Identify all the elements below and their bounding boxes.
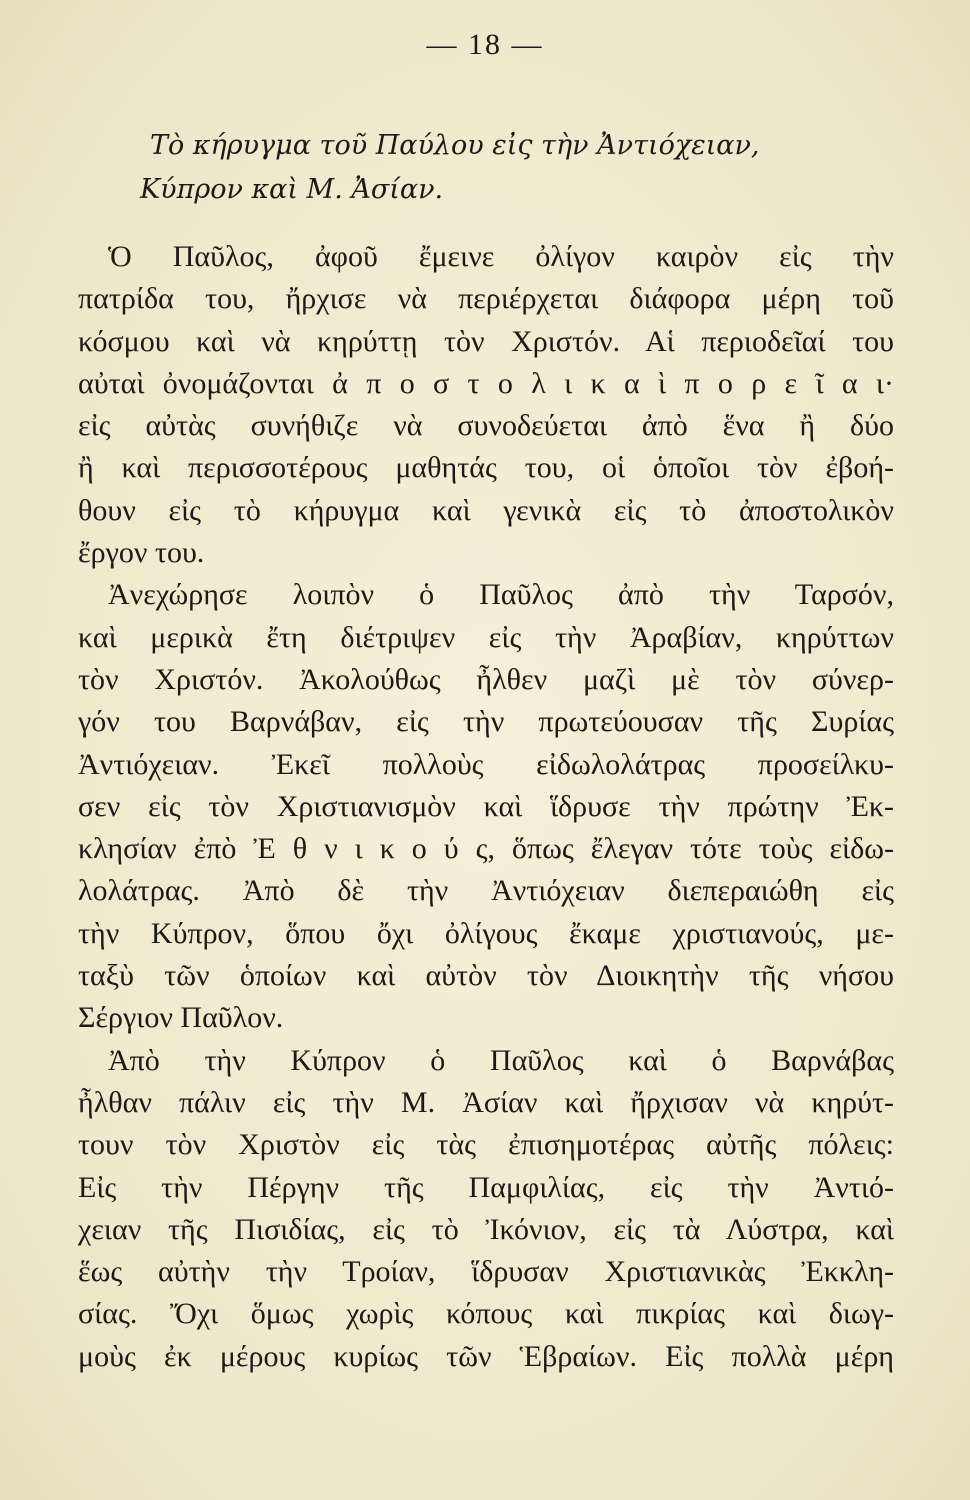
text-line: τὴν Κύπρον, ὅπου ὄχι ὀλίγους ἔκαμε χριστιανούς, με-	[78, 916, 894, 950]
text-line: γόν του Βαρνάβαν, εἰς τὴν πρωτεύουσαν τῆς Συρίας	[78, 705, 894, 739]
text-line: ταξὺ τῶν ὁποίων καὶ αὐτὸν τὸν Διοικητὴν τῆς νήσου	[78, 959, 894, 993]
text-line: θουν εἰς τὸ κήρυγμα καὶ γενικὰ εἰς τὸ ἀποστολικὸν	[78, 493, 894, 527]
text-line: κόσμου καὶ νὰ κηρύττῃ τὸν Χριστόν. Αἱ περιοδεῖαί του	[78, 324, 894, 358]
heading-line-2: Κύπρον καὶ Μ. Ἀσίαν.	[140, 174, 444, 205]
heading-line-1: Τὸ κήρυγμα τοῦ Παύλου εἰς τὴν Ἀντιόχειαν,	[150, 130, 760, 161]
page-number: — 18 —	[426, 28, 544, 61]
text-line: ἕως αὐτὴν τὴν Τροίαν, ἵδρυσαν Χριστιανικὰς Ἐκκλη-	[78, 1255, 894, 1289]
text-line: Ὁ Παῦλος, ἀφοῦ ἔμεινε ὀλίγον καιρὸν εἰς τὴν	[108, 240, 894, 273]
text-line: χειαν τῆς Πισιδίας, εἰς τὸ Ἰκόνιον, εἰς τὰ Λύστρα, καὶ	[78, 1212, 894, 1246]
text-line: λολάτρας. Ἀπὸ δὲ τὴν Ἀντιόχειαν διεπεραιώθη εἰς	[78, 874, 894, 908]
text-line: καὶ μερικὰ ἔτη διέτριψεν εἰς τὴν Ἀραβίαν, κηρύττων	[78, 620, 894, 654]
text-line: Ἀντιόχειαν. Ἐκεῖ πολλοὺς εἰδωλολάτρας προσείλκυ-	[78, 747, 894, 781]
text-line: σεν εἰς τὸν Χριστιανισμὸν καὶ ἵδρυσε τὴν πρώτην Ἐκ-	[78, 789, 894, 823]
text-line: ἦλθαν πάλιν εἰς τὴν Μ. Ἀσίαν καὶ ἤρχισαν νὰ κηρύτ-	[78, 1085, 894, 1119]
text-line: Σέργιον Παῦλον.	[78, 1001, 284, 1035]
text-line: Εἰς τὴν Πέργην τῆς Παμφιλίας, εἰς τὴν Ἀντιό-	[78, 1170, 894, 1204]
text-line: αὐταὶ ὀνομάζονται ἀ π ο σ τ ο λ ι κ α ὶ π ο ρ ε ῖ α ι·	[78, 366, 894, 400]
body-text	[78, 236, 894, 1378]
text-line: ἔργον του.	[78, 536, 205, 570]
text-line: πατρίδα του, ἤρχισε νὰ περιέρχεται διάφορα μέρη τοῦ	[78, 282, 894, 316]
text-line: Ἀπὸ τὴν Κύπρον ὁ Παῦλος καὶ ὁ Βαρνάβας	[108, 1043, 894, 1077]
text-line: τουν τὸν Χριστὸν εἰς τὰς ἐπισημοτέρας αὐτῆς πόλεις:	[78, 1128, 894, 1162]
text-line: σίας. Ὄχι ὅμως χωρὶς κόπους καὶ πικρίας καὶ διωγ-	[78, 1297, 894, 1331]
text-line: εἰς αὐτὰς συνήθιζε νὰ συνοδεύεται ἀπὸ ἕνα ἢ δύο	[78, 409, 894, 443]
text-line: τὸν Χριστόν. Ἀκολούθως ἦλθεν μαζὶ μὲ τὸν σύνερ-	[78, 662, 894, 696]
text-line: κλησίαν ἐπὸ Ἐ θ ν ι κ ο ύ ς, ὅπως ἔλεγαν τότε τοὺς εἰδω-	[78, 832, 894, 866]
text-line: Ἀνεχώρησε λοιπὸν ὁ Παῦλος ἀπὸ τὴν Ταρσόν,	[108, 578, 894, 612]
text-line: ἢ καὶ περισσοτέρους μαθητάς του, οἱ ὁποῖοι τὸν ἐβοή-	[78, 451, 894, 485]
text-line: μοὺς ἐκ μέρους κυρίως τῶν Ἑβραίων. Εἰς πολλὰ μέρη	[78, 1339, 894, 1373]
